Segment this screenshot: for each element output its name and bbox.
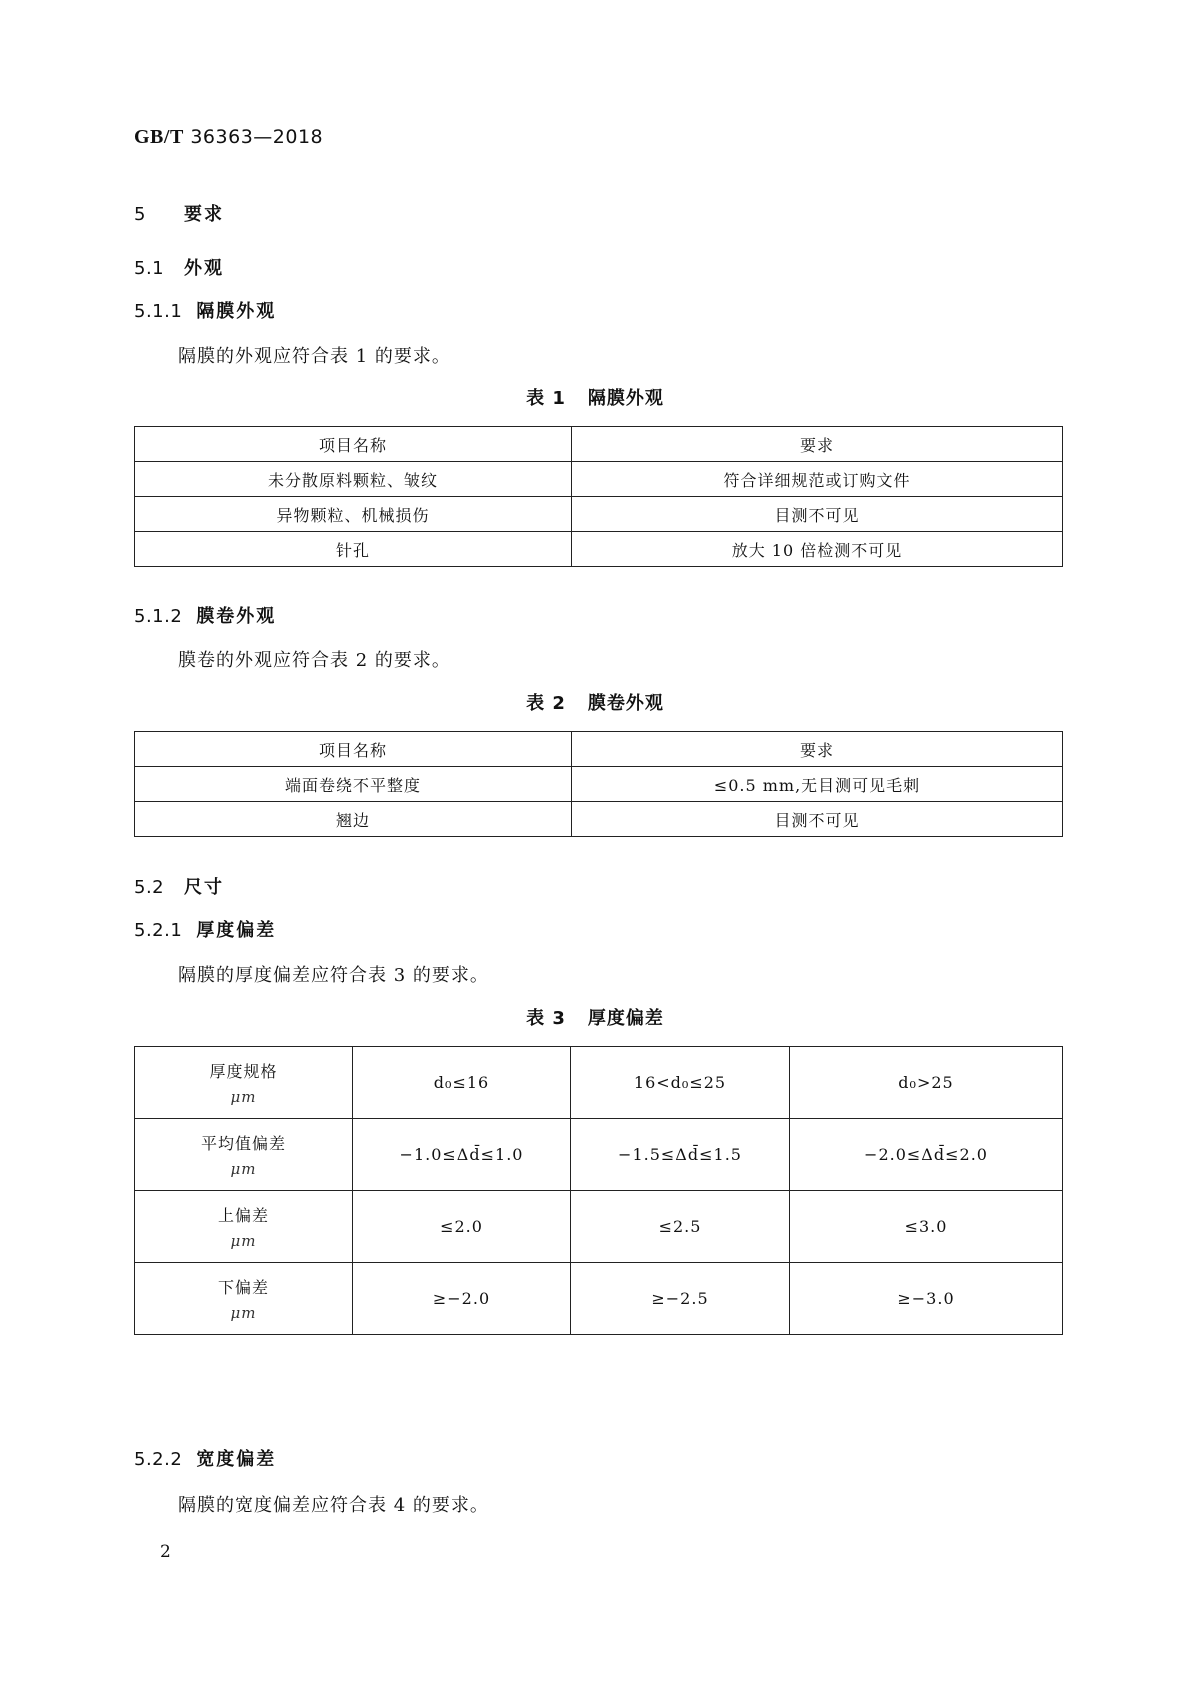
section-5-2-2-paragraph: 隔膜的宽度偏差应符合表 4 的要求。 [178, 1495, 489, 1516]
row-unit: μm [230, 1304, 257, 1322]
table-header-cell: 项目名称 [135, 732, 572, 767]
table-cell: d₀>25 [790, 1047, 1063, 1119]
row-label: 下偏差 [217, 1278, 269, 1297]
section-5-2-1-heading [134, 916, 276, 942]
section-title: 宽度偏差 [196, 1449, 277, 1470]
page-number: 2 [160, 1542, 171, 1562]
table-cell: ≤2.0 [353, 1191, 571, 1263]
table-title: 膜卷外观 [587, 693, 664, 714]
section-number: 5.2 [134, 877, 165, 898]
standard-code [134, 126, 323, 149]
section-title: 外观 [184, 258, 224, 279]
section-5-1-1-heading [134, 297, 276, 323]
section-title: 隔膜外观 [196, 301, 277, 322]
table-title: 厚度偏差 [587, 1008, 664, 1029]
table-cell: d₀≤16 [353, 1047, 571, 1119]
section-title: 膜卷外观 [196, 606, 277, 627]
section-5-1-heading [134, 254, 224, 280]
section-5-heading [134, 200, 224, 226]
table-cell: −1.5≤Δd̄≤1.5 [571, 1119, 790, 1191]
table-cell: 未分散原料颗粒、皱纹 [135, 462, 572, 497]
row-label-cell [135, 1191, 353, 1263]
table-2 [134, 731, 1063, 837]
table-row [135, 1263, 1063, 1335]
section-5-2-heading [134, 873, 224, 899]
section-number: 5.1 [134, 258, 165, 279]
table-cell: 翘边 [135, 802, 572, 837]
table-cell: 针孔 [135, 532, 572, 567]
table-2-caption [0, 689, 1190, 715]
table-cell: ≥−3.0 [790, 1263, 1063, 1335]
table-cell: ≤3.0 [790, 1191, 1063, 1263]
table-cell: ≤0.5 mm,无目测可见毛刺 [572, 767, 1063, 802]
table-row [135, 462, 1063, 497]
section-5-2-2-heading [134, 1445, 276, 1471]
table-row [135, 532, 1063, 567]
section-5-2-1-paragraph: 隔膜的厚度偏差应符合表 3 的要求。 [178, 965, 489, 986]
row-unit: μm [230, 1232, 257, 1250]
table-cell: ≥−2.5 [571, 1263, 790, 1335]
table-header-row [135, 427, 1063, 462]
table-1-caption [0, 384, 1190, 410]
table-cell: ≤2.5 [571, 1191, 790, 1263]
table-cell: −2.0≤Δd̄≤2.0 [790, 1119, 1063, 1191]
section-5-1-1-paragraph: 隔膜的外观应符合表 1 的要求。 [178, 346, 451, 367]
table-row [135, 802, 1063, 837]
table-row [135, 1119, 1063, 1191]
table-3-caption [0, 1004, 1190, 1030]
table-cell: ≥−2.0 [353, 1263, 571, 1335]
table-1 [134, 426, 1063, 567]
row-label-cell [135, 1047, 353, 1119]
row-label: 厚度规格 [209, 1062, 278, 1081]
section-number: 5 [134, 204, 146, 225]
table-header-row [135, 732, 1063, 767]
table-cell: 16<d₀≤25 [571, 1047, 790, 1119]
row-unit: μm [230, 1160, 257, 1178]
table-cell: 端面卷绕不平整度 [135, 767, 572, 802]
table-cell: −1.0≤Δd̄≤1.0 [353, 1119, 571, 1191]
section-title: 尺寸 [184, 877, 224, 898]
row-label-cell [135, 1263, 353, 1335]
table-cell: 符合详细规范或订购文件 [572, 462, 1063, 497]
standard-prefix: GB/T [134, 126, 184, 148]
table-cell: 异物颗粒、机械损伤 [135, 497, 572, 532]
section-number: 5.1.1 [134, 301, 183, 322]
table-row [135, 1047, 1063, 1119]
table-header-cell: 要求 [572, 732, 1063, 767]
section-number: 5.2.1 [134, 920, 183, 941]
table-title: 隔膜外观 [587, 388, 664, 409]
table-number: 表 1 [526, 388, 566, 409]
row-label: 上偏差 [217, 1206, 269, 1225]
section-5-1-2-paragraph: 膜卷的外观应符合表 2 的要求。 [178, 650, 451, 671]
standard-number: 36363—2018 [190, 126, 324, 148]
table-number: 表 2 [526, 693, 566, 714]
table-row [135, 497, 1063, 532]
table-header-cell: 要求 [572, 427, 1063, 462]
section-title: 厚度偏差 [196, 920, 277, 941]
table-cell: 目测不可见 [572, 802, 1063, 837]
row-label: 平均值偏差 [200, 1134, 286, 1153]
section-5-1-2-heading [134, 602, 276, 628]
table-row [135, 767, 1063, 802]
table-number: 表 3 [526, 1008, 566, 1029]
row-label-cell [135, 1119, 353, 1191]
section-number: 5.2.2 [134, 1449, 183, 1470]
section-title: 要求 [184, 204, 224, 225]
table-header-cell: 项目名称 [135, 427, 572, 462]
table-cell: 放大 10 倍检测不可见 [572, 532, 1063, 567]
table-3 [134, 1046, 1063, 1335]
table-cell: 目测不可见 [572, 497, 1063, 532]
section-number: 5.1.2 [134, 606, 183, 627]
row-unit: μm [230, 1088, 257, 1106]
table-row [135, 1191, 1063, 1263]
